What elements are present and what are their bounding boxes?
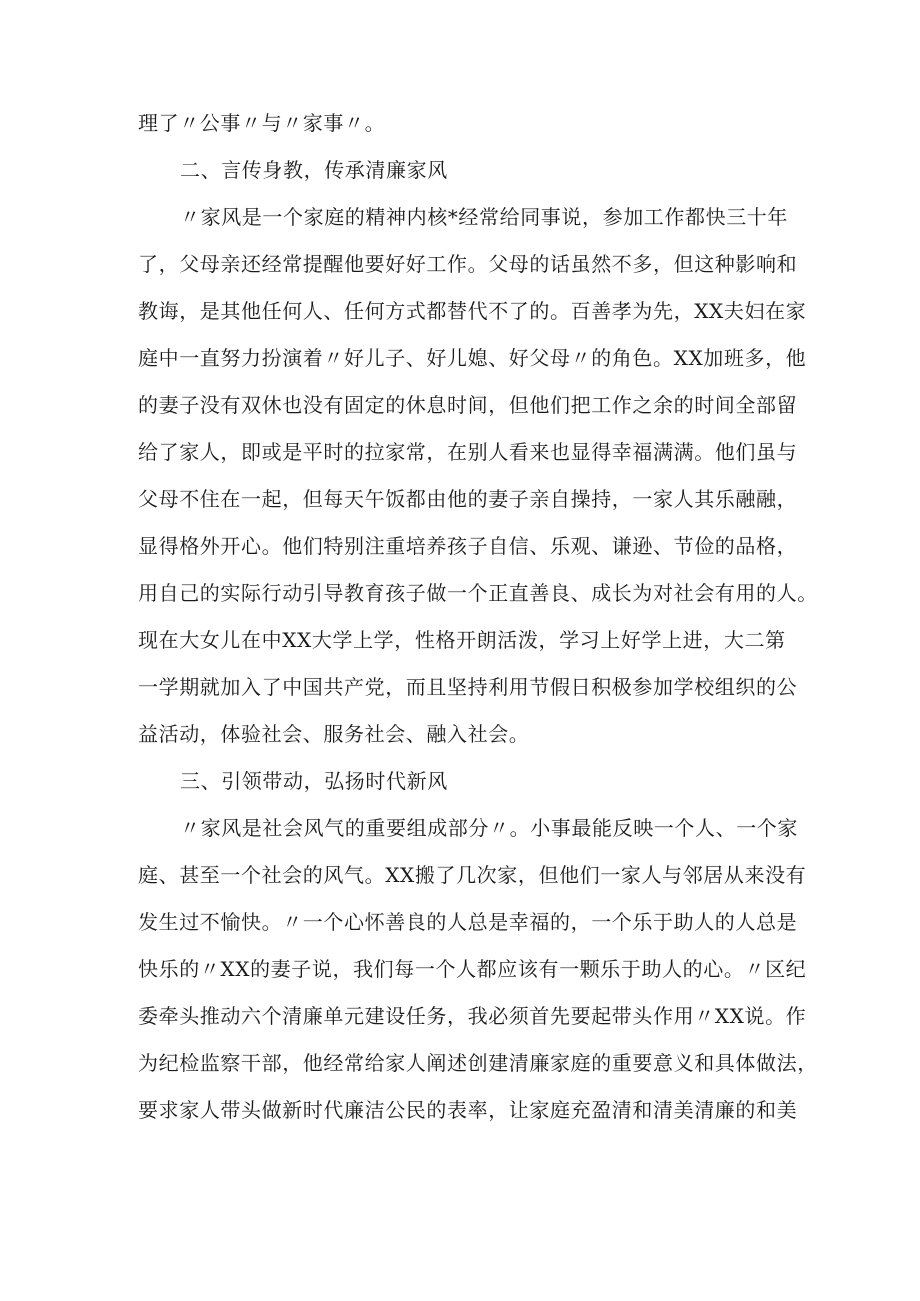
paragraph-line: 为纪检监察干部，他经常给家人阐述创建清廉家庭的重要意义和具体做法， — [138, 1051, 818, 1075]
paragraph-line: 委牵头推动六个清廉单元建设任务，我必须首先要起带头作用〃XX说。作 — [138, 1004, 807, 1028]
paragraph-line: 现在大女儿在中XX大学上学，性格开朗活泼，学习上好学上进，大二第 — [138, 628, 786, 652]
paragraph-line: 一学期就加入了中国共产党，而且坚持利用节假日积极参加学校组织的公 — [138, 675, 798, 699]
section-heading-3: 三、引领带动，弘扬时代新风 — [180, 769, 448, 793]
paragraph-line: 显得格外开心。他们特别注重培养孩子自信、乐观、谦逊、节俭的品格， — [138, 534, 798, 558]
paragraph-line: 的妻子没有双休也没有固定的休息时间，但他们把工作之余的时间全部留 — [138, 393, 798, 417]
section-heading-2: 二、言传身教，传承清廉家风 — [180, 158, 448, 182]
paragraph-line: 庭、甚至一个社会的风气。XX搬了几次家，但他们一家人与邻居从来没有 — [138, 863, 807, 887]
paragraph-line: 给了家人，即或是平时的拉家常，在别人看来也显得幸福满满。他们虽与 — [138, 440, 798, 464]
paragraph-line: 发生过不愉快。〃一个心怀善良的人总是幸福的，一个乐于助人的人总是 — [138, 910, 798, 934]
paragraph-line: 教诲，是其他任何人、任何方式都替代不了的。百善孝为先，XX夫妇在家 — [138, 299, 807, 323]
paragraph-line: 父母不住在一起，但每天午饭都由他的妻子亲自操持，一家人其乐融融， — [138, 487, 798, 511]
paragraph-line: 益活动，体验社会、服务社会、融入社会。 — [138, 722, 530, 746]
paragraph-line: 庭中一直努力扮演着〃好儿子、好儿媳、好父母〃的角色。XX加班多，他 — [138, 346, 807, 370]
paragraph-line: 用自己的实际行动引导教育孩子做一个正直善良、成长为对社会有用的人。 — [138, 581, 818, 605]
paragraph-line: 快乐的〃XX的妻子说，我们每一个人都应该有一颗乐于助人的心。〃区纪 — [138, 957, 807, 981]
paragraph-line: 了，父母亲还经常提醒他要好好工作。父母的话虽然不多，但这种影响和 — [138, 252, 798, 276]
paragraph-line: 〃家风是一个家庭的精神内核*经常给同事说，参加工作都快三十年 — [180, 205, 788, 229]
paragraph-line: 〃家风是社会风气的重要组成部分〃。小事最能反映一个人、一个家 — [180, 816, 798, 840]
paragraph-line: 理了〃公事〃与〃家事〃。 — [138, 111, 386, 135]
paragraph-line: 要求家人带头做新时代廉洁公民的表率，让家庭充盈清和清美清廉的和美 — [138, 1098, 798, 1122]
